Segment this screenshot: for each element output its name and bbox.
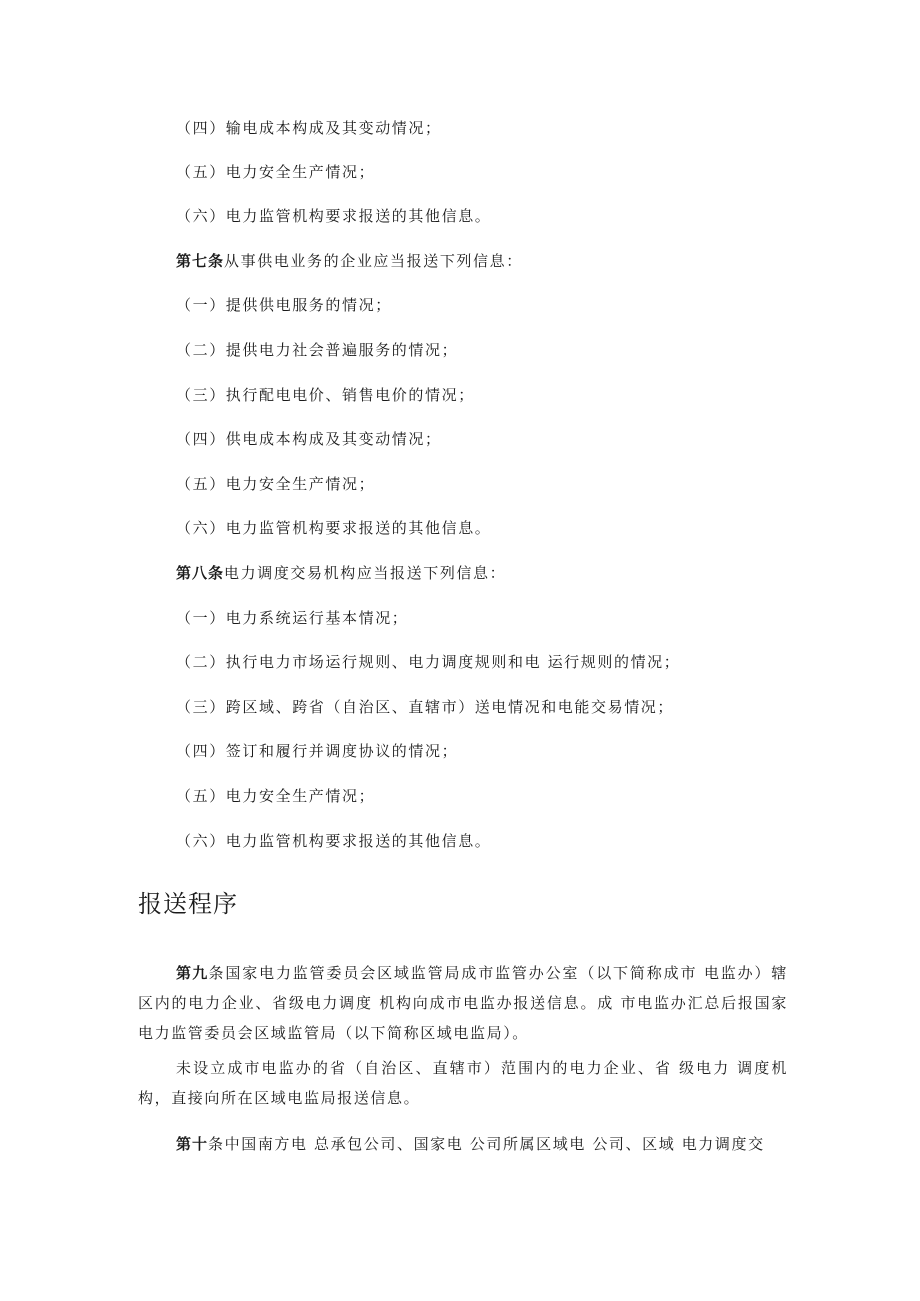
- list-item: （二）执行电力市场运行规则、电力调度规则和电 运行规则的情况；: [176, 653, 681, 671]
- paragraph: 未设立成市电监办的省（自治区、直辖市）范围内的电力企业、省 级电力 调度机构，直接向所在区域电监局报送信息。: [138, 1059, 788, 1107]
- article-text: 条国家电力监管委员会区域监管局成市监管办公室（以下简称成市 电监办）辖区内的电力企业、省级电力调度 机构向成市电监办报送信息。成 市电监办汇总后报国家电力监管委员会区域监管局（以下简称区域电监局）。: [138, 964, 788, 1042]
- list-item: （三）执行配电电价、销售电价的情况；: [176, 386, 475, 404]
- article-10-paragraph: [138, 1129, 788, 1159]
- list-item: （五）电力安全生产情况；: [176, 787, 376, 805]
- list-item: （五）电力安全生产情况；: [176, 163, 376, 181]
- list-item: （一）提供供电服务的情况；: [176, 296, 392, 314]
- list-item: （四）供电成本构成及其变动情况；: [176, 430, 442, 448]
- article-label: 第七条: [176, 252, 225, 270]
- article-text: 条中国南方电 总承包公司、国家电 公司所属区域电 公司、区域 电力调度交: [208, 1135, 765, 1153]
- list-item: （四）输电成本构成及其变动情况；: [176, 119, 442, 137]
- list-item: （一）电力系统运行基本情况；: [176, 609, 409, 627]
- article-label: 第十: [176, 1135, 209, 1153]
- list-item: （二）提供电力社会普遍服务的情况；: [176, 341, 459, 359]
- article-9-paragraph: [138, 958, 788, 1048]
- section-heading: 报送程序: [138, 890, 238, 918]
- list-item: （五）电力安全生产情况；: [176, 475, 376, 493]
- article-label: 第九: [176, 964, 209, 982]
- list-item: （三）跨区域、跨省（自治区、直辖市）送电情况和电能交易情况；: [176, 698, 675, 716]
- article-label: 第八条: [176, 564, 225, 582]
- list-item: （六）电力监管机构要求报送的其他信息。: [176, 207, 492, 225]
- article-7-heading: [176, 251, 523, 271]
- list-item: （六）电力监管机构要求报送的其他信息。: [176, 519, 492, 537]
- article-text: 电力调度交易机构应当报送下列信息：: [224, 564, 507, 582]
- list-item: （六）电力监管机构要求报送的其他信息。: [176, 832, 492, 850]
- list-item: （四）签订和履行并调度协议的情况；: [176, 742, 459, 760]
- article-text: 从事供电业务的企业应当报送下列信息：: [224, 252, 523, 270]
- article-8-heading: [176, 563, 506, 583]
